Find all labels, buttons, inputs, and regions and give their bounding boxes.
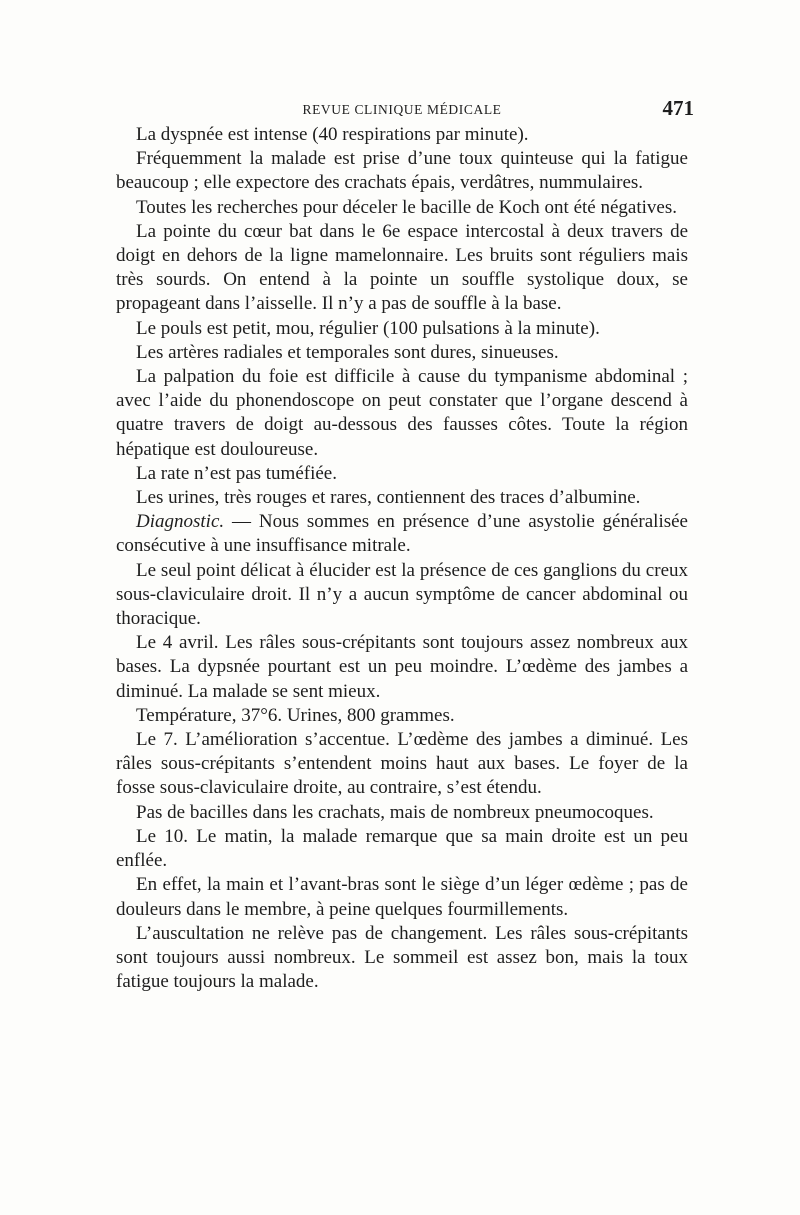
body-text: [116, 123, 688, 994]
paragraph: La palpation du foie est difficile à cause du tympanisme abdominal ; avec l’aide du phonendoscope on peut constater que l’organe descend à quatre travers de doigt au-dessous des fausses côtes. Toute la région hépatique est douloureuse.: [116, 366, 688, 460]
paragraph: La pointe du cœur bat dans le 6e espace intercostal à deux travers de doigt en dehors de la ligne mamelonnaire. Les bruits sont réguliers mais très sourds. On entend à la pointe un souffle systolique doux, se propageant dans l’aisselle. Il n’y a pas de souffle à la base.: [116, 220, 688, 315]
diagnostic-label: Diagnostic.: [136, 511, 225, 533]
paragraph: Pas de bacilles dans les crachats, mais de nombreux pneumocoques.: [136, 801, 654, 823]
paragraph: L’auscultation ne relève pas de changement. Les râles sous-crépitants sont toujours aussi nombreux. Le sommeil est assez bon, mais la toux fatigue toujours la malade.: [116, 922, 688, 993]
paragraph: Les urines, très rouges et rares, contiennent des traces d’albumine.: [136, 487, 641, 509]
paragraph: La dyspnée est intense (40 respirations par minute).: [136, 124, 529, 145]
paragraph: Les artères radiales et temporales sont dures, sinueuses.: [136, 341, 559, 363]
paragraph: Le pouls est petit, mou, régulier (100 pulsations à la minute).: [136, 317, 600, 339]
paragraph: Le 10. Le matin, la malade remarque que sa main droite est un peu enflée.: [116, 825, 688, 872]
paragraph: Température, 37°6. Urines, 800 grammes.: [136, 704, 455, 726]
paragraph: Le 7. L’amélioration s’accentue. L’œdème des jambes a diminué. Les râles sous-crépitants s’entendent moins haut aux bases. Le foyer de la fosse sous-claviculaire droite, au contraire, s’est étendu.: [116, 729, 688, 799]
paragraph: Fréquemment la malade est prise d’une toux quinteuse qui la fatigue beaucoup ; elle expectore des crachats épais, verdâtres, nummulaires.: [116, 148, 688, 194]
page-number: 471: [662, 96, 694, 120]
paragraph: La rate n’est pas tuméfiée.: [136, 462, 337, 484]
diagnostic-paragraph: [116, 510, 688, 558]
paragraph: Toutes les recherches pour déceler le bacille de Koch ont été négatives.: [136, 196, 677, 218]
diagnostic-text: — Nous sommes en présence d’une asystolie généralisée consécutive à une insuffisance mitrale.: [116, 511, 688, 557]
paragraph: Le 4 avril. Les râles sous-crépitants sont toujours assez nombreux aux bases. La dypsnée pourtant est un peu moindre. L’œdème des jambes a diminué. La malade se sent mieux.: [116, 632, 688, 702]
running-head: [116, 96, 694, 126]
paragraph: Le seul point délicat à élucider est la présence de ces ganglions du creux sous-claviculaire droit. Il n’y a aucun symptôme de cancer abdominal ou thoracique.: [116, 559, 688, 630]
paragraph: En effet, la main et l’avant-bras sont le siège d’un léger œdème ; pas de douleurs dans le membre, à peine quelques fourmillements.: [116, 874, 688, 920]
running-title: REVUE CLINIQUE MÉDICALE: [302, 102, 502, 117]
